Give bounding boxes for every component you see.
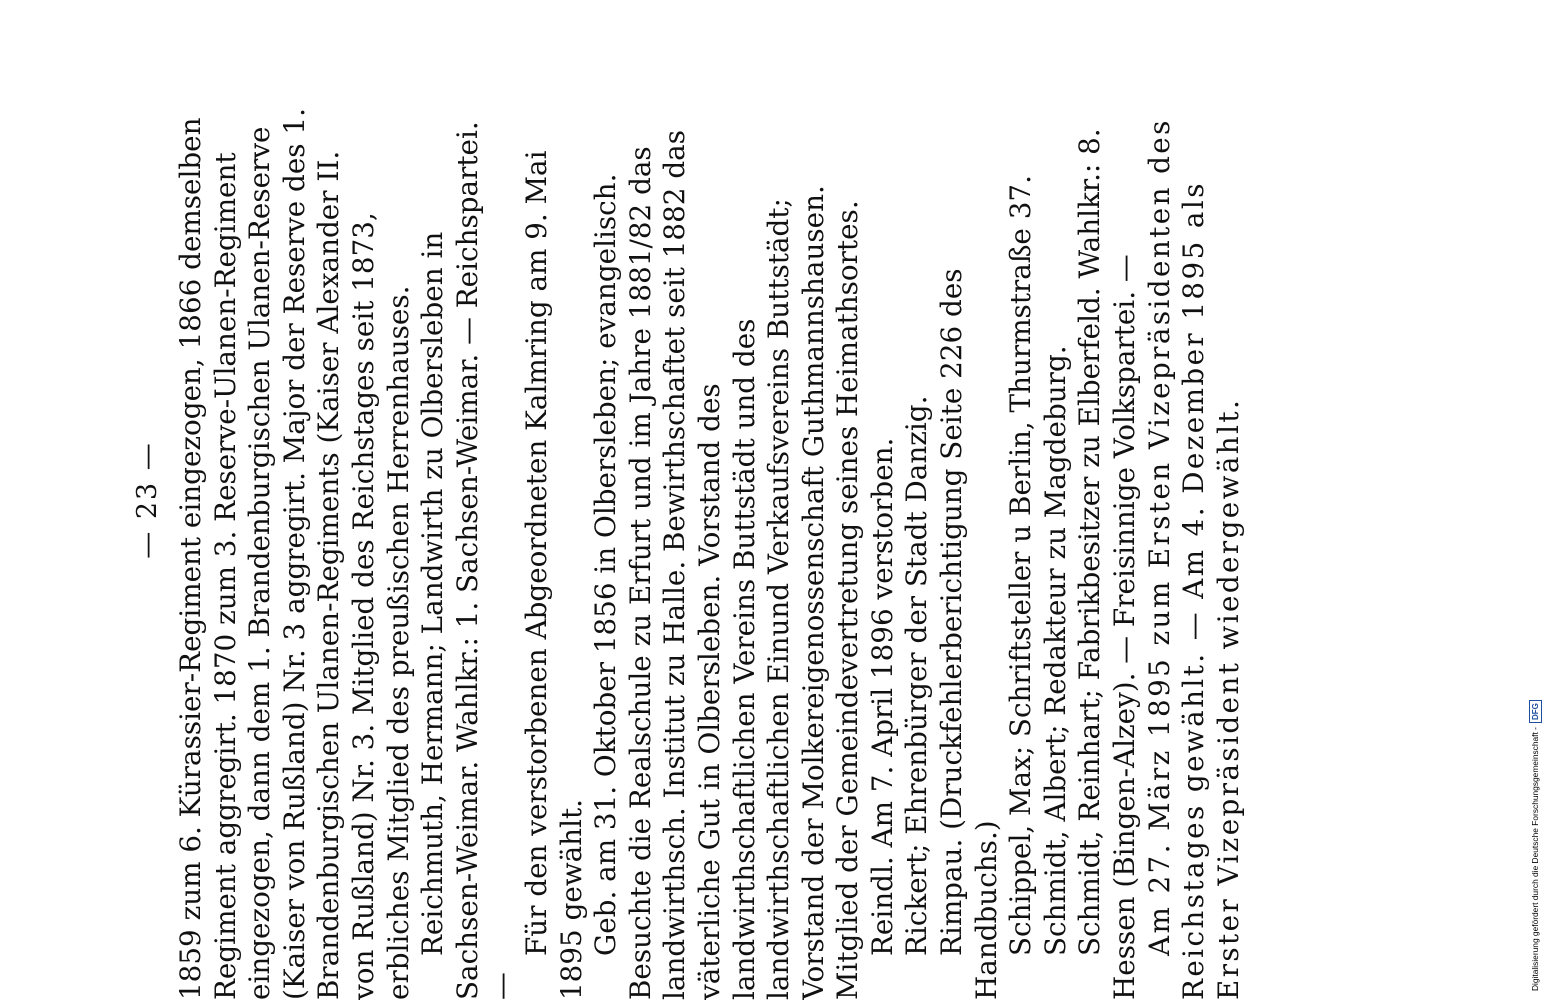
digitization-credit bbox=[1527, 6, 1543, 991]
entry-rickert: Rickert; Ehrenbürger der Stadt Danzig. bbox=[900, 395, 934, 956]
entry-rimpau: Rimpau. (Druckfehlerberichtigung Seite 226 des Handbuchs.) bbox=[935, 268, 1003, 1000]
dfg-logo: DFG bbox=[1529, 700, 1542, 723]
paragraph-vizepraesident: Am 27. März 1895 zum Ersten Vizepräsidenten des Reichstages gewählt. — Am 4. Dezember 1895 als Erster Vizepräsident wiedergewählt. bbox=[1142, 118, 1245, 1000]
entry-reindl: Reindl. Am 7. April 1896 verstorben. bbox=[865, 437, 899, 956]
paragraph-biography: Geb. am 31. Oktober 1856 in Olbersleben; evangelisch. Besuchte die Realschule zu Erfurt und im Jahre 1881/82 das landwirthsch. Institut zu Halle. Bewirthschaftet seit 1882 das väterliche Gut in Olbersleben. Vorstand des landwirthschaftlichen Vereins Buttstädt und des landwirthschaftlichen Einund Verkaufsvereins Buttstädt; Vorstand der Molkereigenossenschaft Guthmannshausen. Mitglied der Gemeindevertretung seines Heimathsortes. bbox=[589, 130, 865, 1000]
entry-schmidt-albert: Schmidt, Albert; Redakteur zu Magdeburg. bbox=[1038, 345, 1072, 956]
entry-reichmuth: Reichmuth, Hermann; Landwirth zu Olbersleben in Sachsen-Weimar. Wahlkr.: 1. Sachsen-Weimar. — Reichspartei. — bbox=[416, 121, 519, 1000]
entry-schmidt-reinhart: Schmidt, Reinhart; Fabrikbesitzer zu Elberfeld. Wahlkr.: 8. Hessen (Bingen-Alzey). — Freisinnige Volkspartei. — bbox=[1073, 128, 1142, 1000]
paragraph-herrenhaus: 1859 zum 6. Kürassier-Regiment eingezogen, 1866 demselben Regiment aggregirt. 1870 zum 3. Reserve-Ulanen-Regiment eingezogen, dann dem 1. Brandenburgischen Ulanen-Reserve (Kaiser von Rußland) Nr. 3 aggregirt. Major der Reserve des 1. Brandenburgischen Ulanen-Regiments (Kaiser Alexander II. von Rußland) Nr. 3. Mitglied des Reichstages seit 1873, erbliches Mitglied des preußischen Herrenhauses. bbox=[174, 108, 415, 1000]
entry-schippel: Schippel, Max; Schriftsteller u Berlin, Thurmstraße 37. bbox=[1004, 175, 1038, 956]
page-body bbox=[174, 100, 1246, 1000]
page-number: — 23 — bbox=[132, 441, 163, 559]
rotated-book-page bbox=[122, 0, 1422, 1000]
paragraph-election: Für den verstorbenen Abgeordneten Kalmring am 9. Mai 1895 gewählt. bbox=[519, 150, 588, 1000]
digitization-credit-text: Digitalisierung gefördert durch die Deutsche Forschungsgemeinschaft - bbox=[1530, 727, 1540, 991]
